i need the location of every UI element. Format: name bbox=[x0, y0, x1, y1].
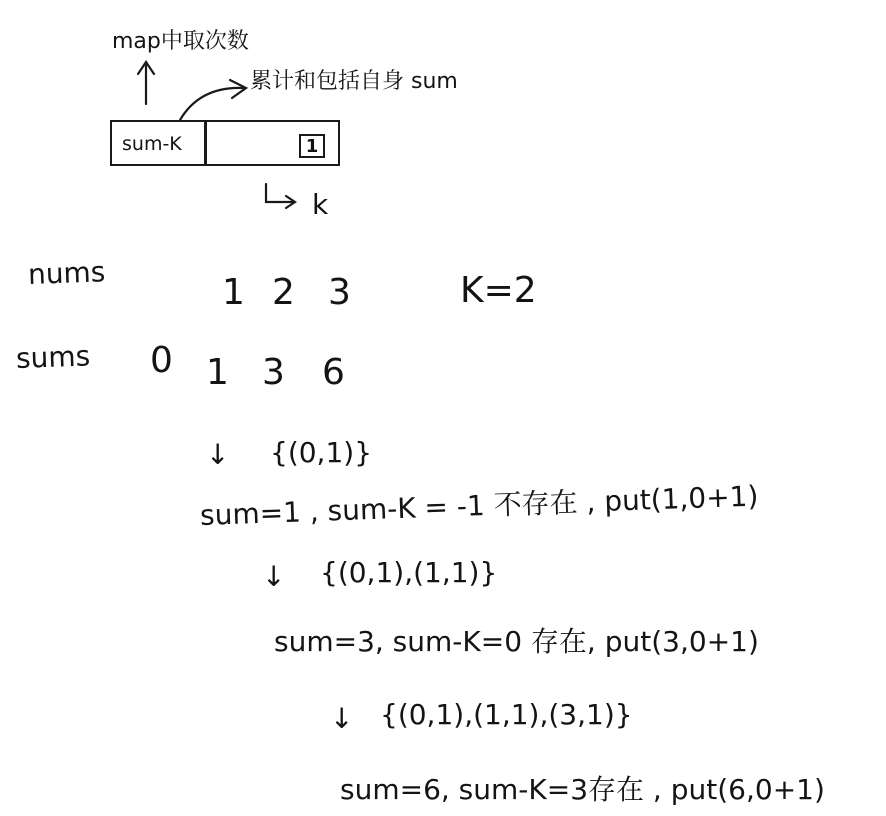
cumulative-sum-label: 累计和包括自身 sum bbox=[250, 69, 458, 94]
step1-arrow: ↓ bbox=[206, 438, 230, 471]
curved-arrow bbox=[180, 80, 246, 120]
sums-label: sums bbox=[15, 339, 91, 375]
current-element-marker: 1 bbox=[299, 134, 325, 158]
k-label: k bbox=[312, 188, 329, 221]
step1-line: sum=1 , sum-K = -1 不存在 , put(1,0+1) bbox=[199, 479, 759, 532]
step1-map-state: {(0,1)} bbox=[270, 436, 373, 469]
step2-line: sum=3, sum-K=0 存在, put(3,0+1) bbox=[274, 625, 759, 658]
sums-value-3: 3 bbox=[262, 352, 285, 393]
up-arrow bbox=[138, 62, 154, 104]
nums-value-3: 3 bbox=[328, 272, 351, 313]
step3-arrow: ↓ bbox=[330, 702, 354, 735]
step2-map-state: {(0,1),(1,1)} bbox=[320, 556, 498, 589]
window-box bbox=[205, 120, 340, 166]
sums-value-1: 1 bbox=[206, 352, 229, 393]
nums-value-2: 2 bbox=[272, 272, 295, 313]
k-value: K=2 bbox=[460, 270, 537, 311]
sums-value-0: 0 bbox=[150, 340, 173, 381]
nums-label: nums bbox=[27, 255, 106, 291]
step3-map-state: {(0,1),(1,1),(3,1)} bbox=[380, 698, 633, 731]
step3-line: sum=6, sum-K=3存在 , put(6,0+1) bbox=[340, 773, 825, 806]
sum-minus-k-label: sum-K bbox=[122, 133, 182, 155]
map-lookup-label: map中取次数 bbox=[112, 29, 249, 54]
corner-arrow bbox=[266, 184, 295, 208]
step2-arrow: ↓ bbox=[262, 560, 286, 593]
sums-value-6: 6 bbox=[322, 352, 345, 393]
nums-value-1: 1 bbox=[222, 272, 245, 313]
sum-minus-k-box bbox=[110, 120, 206, 166]
